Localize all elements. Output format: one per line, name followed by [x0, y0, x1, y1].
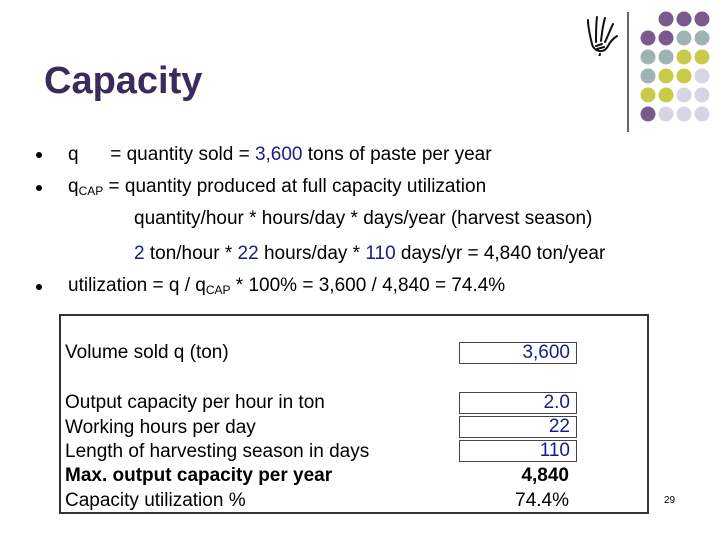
decorative-dot: [677, 31, 692, 46]
cell-max-output: 4,840: [521, 465, 569, 486]
value-110: 110: [365, 243, 396, 264]
qcap-subscript: CAP: [205, 283, 231, 297]
decorative-dot: [659, 12, 674, 27]
decorative-dot: [695, 107, 710, 122]
formula-text: hours/day *: [258, 243, 366, 264]
row-label-output-per-hour: Output capacity per hour in ton: [65, 392, 325, 413]
cell-working-hours: 22: [459, 416, 577, 438]
bullet-dot: [36, 185, 42, 191]
decorative-dot: [641, 107, 656, 122]
capacity-table: [59, 314, 649, 514]
bullet-text: * 100% = 3,600 / 4,840 = 74.4%: [230, 275, 506, 296]
cell-season-length: 110: [459, 440, 577, 462]
row-label-volume-sold: Volume sold q (ton): [65, 342, 229, 363]
formula-text: ton/hour *: [144, 243, 238, 264]
bullet-text: = quantity produced at full capacity utilization: [103, 176, 487, 197]
decorative-dot: [659, 107, 674, 122]
decorative-dot: [677, 107, 692, 122]
slide-title: Capacity: [44, 60, 203, 102]
decorative-dot: [641, 31, 656, 46]
formula-values-line: [134, 243, 605, 265]
qcap-subscript: CAP: [78, 184, 104, 198]
decorative-dot: [695, 69, 710, 84]
bullet-dot: [36, 284, 42, 290]
row-label-capacity-utilization: Capacity utilization %: [65, 490, 246, 511]
decorative-dot: [659, 69, 674, 84]
formula-line: quantity/hour * hours/day * days/year (harvest season): [134, 208, 593, 229]
decorative-dot: [641, 69, 656, 84]
decorative-dot: [695, 31, 710, 46]
formula-text: days/yr = 4,840 ton/year: [395, 243, 606, 264]
page-number: 29: [664, 495, 676, 506]
decorative-dot: [695, 12, 710, 27]
bullet-quantity-sold: [68, 144, 492, 166]
row-label-max-output: Max. output capacity per year: [65, 465, 333, 486]
bullet-text: tons of paste per year: [302, 144, 492, 165]
decorative-dot: [641, 50, 656, 65]
value-22: 22: [237, 243, 259, 264]
cell-output-per-hour: 2.0: [459, 392, 577, 414]
qcap-q: q: [68, 176, 79, 197]
decorative-dot: [677, 50, 692, 65]
cell-volume-sold: 3,600: [459, 342, 577, 364]
bullet-text: q = quantity sold =: [68, 144, 255, 165]
decorative-dot: [695, 50, 710, 65]
decorative-dot: [641, 88, 656, 103]
decorative-dot: [659, 31, 674, 46]
decorative-dot: [695, 88, 710, 103]
decorative-dot: [659, 88, 674, 103]
decorative-dot: [677, 69, 692, 84]
bullet-text: utilization = q / q: [68, 275, 206, 296]
row-label-working-hours: Working hours per day: [65, 417, 256, 438]
bullet-qcap: [68, 176, 486, 198]
decorative-dot: [677, 88, 692, 103]
hand-drawing-icon: [582, 14, 622, 56]
decorative-dot: [659, 50, 674, 65]
value-3600: 3,600: [254, 144, 303, 165]
bullet-utilization: [68, 275, 505, 297]
vertical-divider: [627, 12, 629, 132]
value-2: 2: [134, 243, 145, 264]
bullet-dot: [36, 152, 42, 158]
row-label-season-length: Length of harvesting season in days: [65, 441, 370, 462]
decorative-dot: [677, 12, 692, 27]
cell-capacity-utilization: 74.4%: [515, 490, 569, 511]
